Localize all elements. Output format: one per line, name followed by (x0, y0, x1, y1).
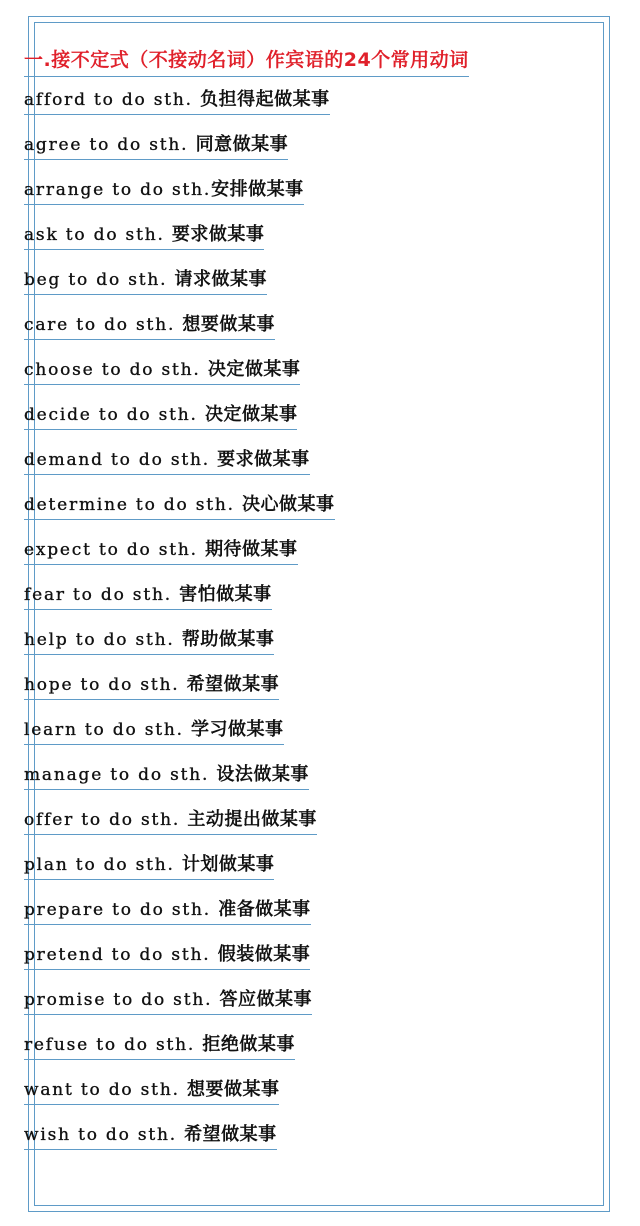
entry-line (24, 266, 267, 295)
chinese-meaning: 决定做某事 (207, 359, 301, 380)
chinese-meaning: 要求做某事 (217, 449, 310, 470)
english-phrase: beg to do sth. (24, 270, 175, 290)
english-phrase: promise to do sth. (24, 990, 220, 1010)
chinese-meaning: 希望做某事 (186, 674, 280, 695)
list-item (24, 1067, 628, 1112)
entry-line (24, 941, 310, 970)
chinese-meaning: 拒绝做某事 (202, 1034, 295, 1055)
english-phrase: wish to do sth. (24, 1125, 185, 1145)
english-phrase: agree to do sth. (24, 135, 196, 155)
chinese-meaning: 主动提出做某事 (187, 809, 317, 830)
chinese-meaning: 决心做某事 (242, 494, 335, 515)
entry-line (24, 626, 274, 655)
list-item (24, 257, 628, 302)
english-phrase: hope to do sth. (24, 675, 187, 695)
english-phrase: afford to do sth. (24, 90, 201, 110)
list-item (24, 437, 628, 482)
list-item (24, 77, 628, 122)
chinese-meaning: 帮助做某事 (181, 629, 275, 650)
entry-line (24, 761, 309, 790)
list-item (24, 1112, 628, 1157)
entry-line (24, 1031, 295, 1060)
verb-list (24, 77, 628, 1157)
english-phrase: learn to do sth. (24, 720, 192, 740)
list-item (24, 887, 628, 932)
chinese-meaning: 设法做某事 (216, 764, 309, 785)
english-phrase: choose to do sth. (24, 360, 208, 380)
list-item (24, 302, 628, 347)
entry-line (24, 851, 274, 880)
chinese-meaning: 准备做某事 (218, 899, 311, 920)
list-item (24, 617, 628, 662)
chinese-meaning: 学习做某事 (191, 719, 284, 740)
chinese-meaning: 请求做某事 (174, 269, 268, 290)
chinese-meaning: 同意做某事 (195, 134, 289, 155)
entry-line (24, 356, 300, 385)
list-item (24, 527, 628, 572)
chinese-meaning: 要求做某事 (171, 224, 265, 245)
list-item (24, 212, 628, 257)
list-item (24, 1022, 628, 1067)
english-phrase: decide to do sth. (24, 405, 205, 425)
list-item (24, 122, 628, 167)
english-phrase: arrange to do sth. (24, 180, 212, 200)
chinese-meaning: 希望做某事 (184, 1124, 277, 1145)
entry-line (24, 671, 279, 700)
english-phrase: want to do sth. (24, 1080, 187, 1100)
chinese-meaning: 想要做某事 (186, 1079, 280, 1100)
english-phrase: help to do sth. (24, 630, 182, 650)
chinese-meaning: 想要做某事 (182, 314, 275, 335)
english-phrase: care to do sth. (24, 315, 183, 335)
english-phrase: pretend to do sth. (24, 945, 218, 965)
entry-line (24, 446, 310, 475)
list-item (24, 977, 628, 1022)
entry-line (24, 986, 312, 1015)
entry-line (24, 716, 284, 745)
english-phrase: demand to do sth. (24, 450, 218, 470)
chinese-meaning: 答应做某事 (219, 989, 312, 1010)
list-item (24, 662, 628, 707)
entry-line (24, 806, 317, 835)
list-item (24, 932, 628, 977)
list-item (24, 707, 628, 752)
english-phrase: prepare to do sth. (24, 900, 219, 920)
entry-line (24, 1121, 277, 1150)
chinese-meaning: 负担得起做某事 (200, 89, 330, 110)
document-content (24, 46, 628, 1157)
list-item (24, 392, 628, 437)
chinese-meaning: 假装做某事 (217, 944, 311, 965)
entry-line (24, 176, 304, 205)
entry-line (24, 401, 297, 430)
list-item (24, 842, 628, 887)
entry-line (24, 1076, 279, 1105)
english-phrase: offer to do sth. (24, 810, 188, 830)
english-phrase: expect to do sth. (24, 540, 206, 560)
english-phrase: plan to do sth. (24, 855, 182, 875)
list-item (24, 797, 628, 842)
chinese-meaning: 决定做某事 (204, 404, 298, 425)
entry-line (24, 581, 272, 610)
entry-line (24, 896, 311, 925)
entry-line (24, 536, 298, 565)
english-phrase: determine to do sth. (24, 495, 243, 515)
chinese-meaning: 害怕做某事 (179, 584, 272, 605)
chinese-meaning: 期待做某事 (205, 539, 298, 560)
chinese-meaning: 计划做某事 (181, 854, 275, 875)
chinese-meaning: 安排做某事 (211, 179, 304, 200)
english-phrase: manage to do sth. (24, 765, 217, 785)
entry-line (24, 491, 335, 520)
english-phrase: fear to do sth. (24, 585, 180, 605)
entry-line (24, 221, 264, 250)
english-phrase: ask to do sth. (24, 225, 172, 245)
english-phrase: refuse to do sth. (24, 1035, 203, 1055)
list-item (24, 167, 628, 212)
list-item (24, 482, 628, 527)
list-item (24, 572, 628, 617)
entry-line (24, 311, 275, 340)
entry-line (24, 131, 288, 160)
list-item (24, 347, 628, 392)
entry-line (24, 86, 330, 115)
list-item (24, 752, 628, 797)
document-title: 一.接不定式（不接动名词）作宾语的24个常用动词 (24, 46, 469, 77)
